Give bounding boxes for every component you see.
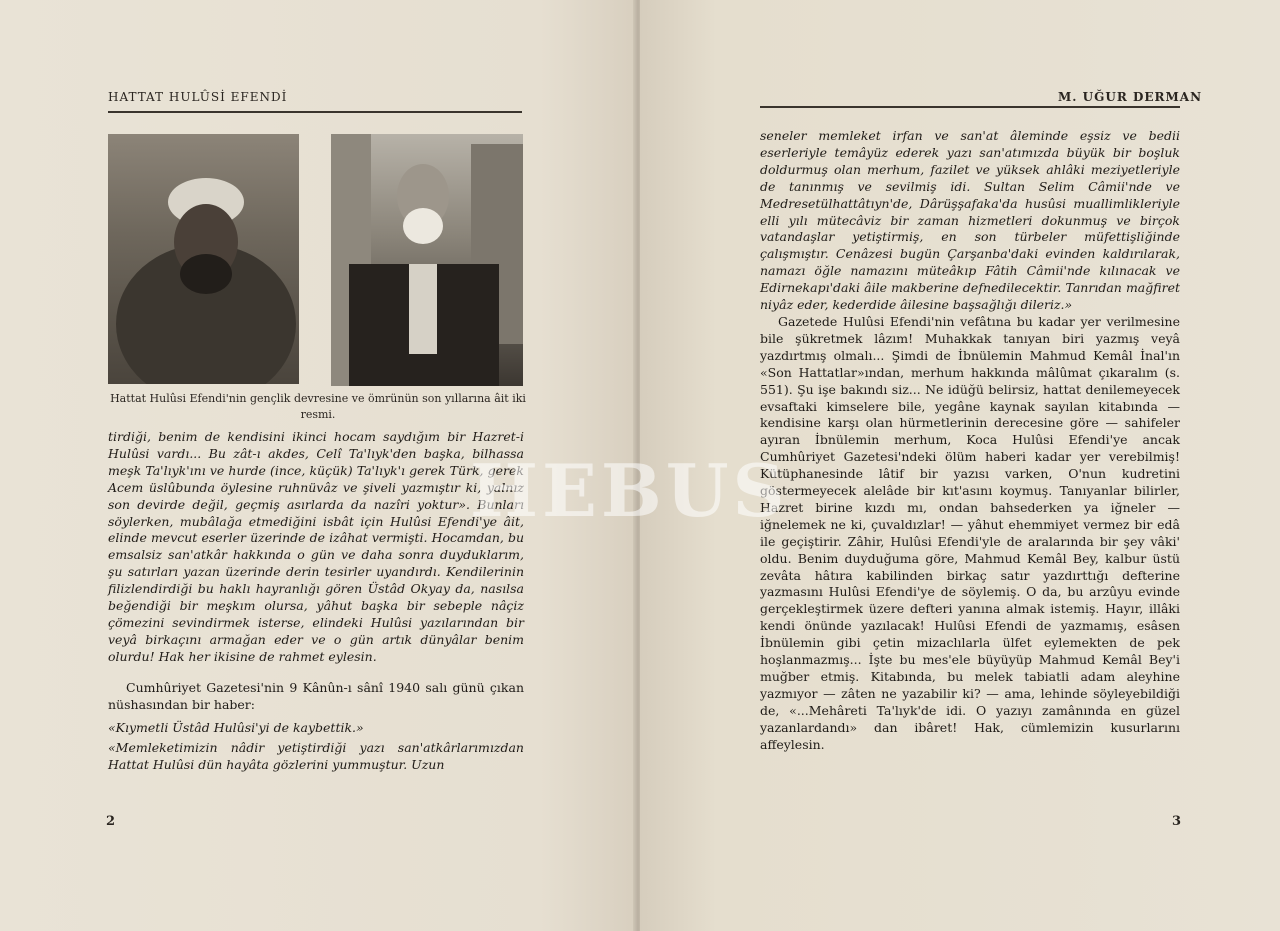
running-head-left: HATTAT HULÛSİ EFENDİ xyxy=(108,90,288,104)
paragraph: Gazetede Hulûsi Efendi'nin vefâtına bu kadar yer verilmesine bile şükretmek lâzım! Muhakkak tanıyan biri yazmış veyâ yazdırtmış olmalı... Şimdi de İbnülemin Mahmud Kemâl İnal'ın «Son Hattatlar»ından, merhum hakkında mâlûmat çıkaralım (s. 551). Şu işe bakındı siz... Ne idüğü belirsiz, hattat denilemeyecek evsaftaki kimselere bile, yegâne kaynak sayılan kitabında — kendisine karşı olan hürmetlerinin derecesine göre — sahifeler ayıran İbnülemin merhum, Koca Hulûsi Efendi'ye ancak Cumhûriyet Gazetesi'ndeki ölüm haberi kadar yer verebilmiş! Kütüphanesinde lâtif bir yazısı varken, O'nun kudretini göstermeyecek alelâde bir kıt'asını koymuş. Tanıyanlar bilirler, Hazret birine kızdı mı, ondan bahsederken ya iğneler — iğnelemek ne ki, çuvaldızlar! — yâhut ehemmiyet vermez bir edâ ile geçiştirir. Zâhir, Hulûsi Efendi'yle de aralarında bir şey vâki' oldu. Benim duyduğuma göre, Mahmud Kemâl Bey, kalbur üstü zevâta hâtıra kabilinden birkaç satır yazdırttığı defterine yazmasını Hulûsi Efendi'ye de söylemiş. O da, bu arzûyu evinde gerçekleştirmek üzere defteri yanına almak istemiş. Hayır, illâki kendi önünde yazılacak! Hulûsi Efendi de yazmamış, esâsen İbnülemin gibi çetin mizaclılarla ülfet eylemekten de pek hoşlanmazmış... İşte bu mes'ele büyüyüp Mahmud Kemâl Bey'i muğber etmiş. Kitabında, bu melek tabiatli adam aleyhine yazmıyor — zâten ne yazabilir ki? — ama, lehinde söyleyebildiği de, «...Mehâreti Ta'lıyk'de idi. O yazıyı zamânında en güzel yazanlardandı» dan ibâret! Hak, cümlemizin kusurlarını affeylesin. xyxy=(760,313,1180,752)
watermark-text: HEBUS xyxy=(470,448,789,533)
portrait-photo-young xyxy=(108,134,299,384)
left-body-text xyxy=(108,429,524,774)
page-number-right: 3 xyxy=(1172,814,1182,829)
header-rule-right xyxy=(760,106,1180,108)
page-number-left: 2 xyxy=(106,814,116,829)
header-rule-left xyxy=(108,111,522,113)
paragraph: tirdiği, benim de kendisini ikinci hocam saydığım bir Hazret-i Hulûsi vardı... Bu zât-ı akdes, Celî Ta'lıyk'den başka, bilhassa meşk Ta'lıyk'ını ve hurde (ince, küçük) Ta'lıyk'ı gerek Türk, gerek Acem üslûbunda öylesine ruhnüvâz ve şiveli yazmıştır ki, yalnız son devirde değil, geçmiş asırlarda da nazîri yoktur». Bunları söylerken, mubâlağa etmediğini isbât için Hulûsi Efendi'ye âit, elinde mevcut eserler üzerinde de izâhat vermişti. Hocamdan, bu emsalsiz san'atkâr hakkında o gün ve daha sonra duyduklarım, şu satırları yazan üzerinde derin tesirler uyandırdı. Kendilerinin filizlendirdiği bu haklı hayranlığı gören Üstâd Okyay da, nasılsa beğendiği bir meşkım olursa, yâhut başka bir sebeple nâçiz çömezini sevindirmek isterse, elindeki Hulûsi yazılarından bir veyâ birkaçını armağan eder ve o gün artık dünyâlar benim olurdu! Hak her ikisine de rahmet eylesin. xyxy=(108,429,524,664)
paragraph: seneler memleket irfan ve san'at âleminde eşsiz ve bedii eserleriyle temâyüz ederek yazı san'atımızda büyük bir boşluk doldurmuş olan merhum, fazilet ve yüksek ahlâki meziyetleriyle de tanınmış ve sevilmiş idi. Sultan Selim Câmii'nde ve Medresetülhattâtıyn'de, Dârüşşafaka'da husûsi muallimlikleriyle elli yılı mütecâviz bir zaman hizmetleri dokunmuş ve birçok vatandaşlar yetiştirmiş, en son türbeler müfettişliğinde çalışmıştır. Cenâzesi bugün Çarşanba'daki evinden kaldırılarak, namazı öğle namazını müteâkıp Fâtih Câmii'nde kılınacak ve Edirnekapı'daki âile makberine defnedilecektir. Tanrıdan mağfiret niyâz eder, kederdide âilesine başsağlığı dileriz.» xyxy=(760,128,1180,313)
paragraph: «Kıymetli Üstâd Hulûsi'yi de kaybettik.» xyxy=(108,719,364,735)
paragraph: «Memleketimizin nâdir yetiştirdiği yazı san'atkârlarımızdan Hattat Hulûsi dün hayâta gözlerini yummuştur. Uzun xyxy=(108,740,524,773)
running-head-right: M. UĞUR DERMAN xyxy=(1058,90,1203,104)
right-body-text xyxy=(760,128,1180,754)
paragraph: Cumhûriyet Gazetesi'nin 9 Kânûn-ı sânî 1940 salı günü çıkan nüshasından bir haber: xyxy=(108,679,524,712)
photo-caption: Hattat Hulûsi Efendi'nin gençlik devresine ve ömrünün son yıllarına âit iki resmi. xyxy=(110,392,526,421)
portrait-photo-old xyxy=(331,134,523,386)
